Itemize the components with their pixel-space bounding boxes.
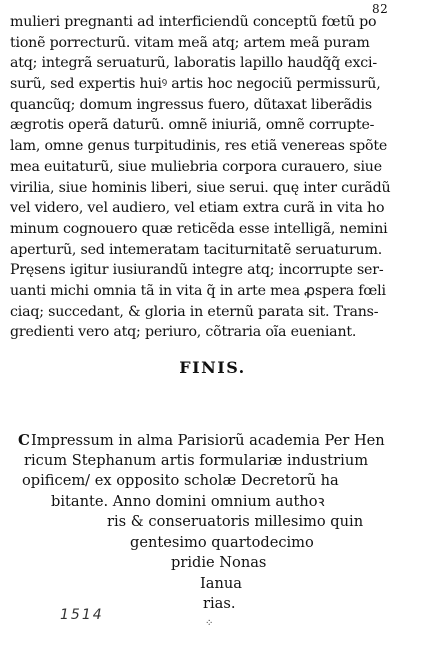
- decorated-initial: C: [18, 431, 27, 449]
- text-line: aperturũ, sed intemeratam taciturnitatẽ seruaturum.: [10, 241, 383, 258]
- text-line: tionẽ porrecturũ. vitam meã atq; artem meã puram: [10, 34, 370, 51]
- colophon-line: ris & conseruatoris millesimo quin: [107, 513, 364, 530]
- text-line: quancũq; domum ingressus fuero, dũtaxat liberãdis: [10, 96, 372, 113]
- handwritten-year-note: 1514: [60, 607, 104, 623]
- text-line: ægrotis operã daturũ. omnẽ iniuriã, omnẽ corrupte-: [10, 117, 375, 134]
- colophon-line: pridie Nonas: [171, 554, 267, 571]
- text-line: mulieri pregnanti ad interficiendũ conceptũ fœtũ po: [10, 14, 377, 30]
- colophon-line: ricum Stephanum artis formulariæ industrium: [24, 451, 369, 469]
- colophon-line: [18, 430, 418, 451]
- text-line: minum cognouero quæ reticẽda esse intelligã, nemini: [10, 220, 388, 237]
- colophon-line: Ianua: [200, 574, 242, 592]
- colophon-line: opificem/ ex opposito scholæ Decretorũ ha: [22, 472, 339, 489]
- oath-text-block: [10, 12, 418, 343]
- colophon-line-text: Impressum in alma Parisiorũ academia Per Hen: [31, 432, 385, 449]
- colophon-line: bitante. Anno domini omnium authoꝛ: [51, 492, 325, 510]
- text-line: gredienti vero atq; periuro, cõtraria oĩa eueniant.: [10, 324, 357, 341]
- text-line: virilia, siue hominis liberi, siue serui. quę inter curãdũ: [10, 179, 391, 196]
- fleuron-ornament: ⁘: [205, 618, 215, 629]
- text-line: Pręsens igitur iusiurandũ integre atq; incorrupte ser-: [10, 262, 384, 279]
- finis-heading: FINIS.: [179, 358, 246, 377]
- text-line: surũ, sed expertis huiꝰ artis hoc negociũ permissurũ,: [10, 76, 381, 93]
- text-line: lam, omne genus turpitudinis, res etiã venereas spõte: [10, 138, 388, 155]
- text-line: uanti michi omnia tã in vita q̃ in arte mea ꝓspera fœli: [10, 282, 386, 299]
- text-line: mea euitaturũ, siue muliebria corpora curauero, siue: [10, 158, 382, 175]
- text-line: vel videro, vel audiero, vel etiam extra curã in vita ho: [10, 200, 385, 217]
- colophon-line: gentesimo quartodecimo: [130, 533, 314, 551]
- colophon-line: rias.: [203, 595, 236, 612]
- page-number: 82: [372, 2, 389, 16]
- text-line: atq; integrã seruaturũ, laboratis lapillo haudq̃q̃ exci-: [10, 55, 377, 72]
- colophon-block: [18, 430, 418, 615]
- text-line: ciaq; succedant, & gloria in eternũ parata sit. Trans-: [10, 303, 379, 320]
